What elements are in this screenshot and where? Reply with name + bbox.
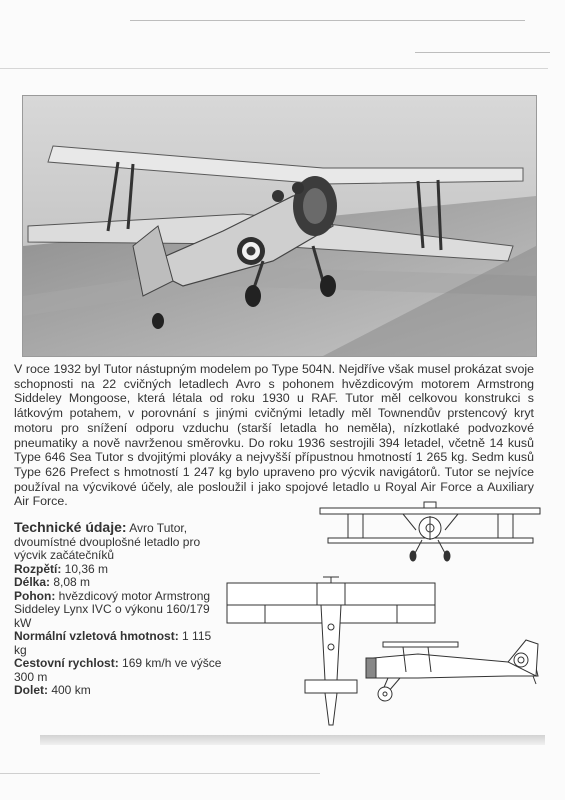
specs-heading: Technické údaje: — [14, 519, 127, 535]
spec-range-value: 400 km — [48, 683, 91, 697]
scan-line-top — [130, 20, 525, 21]
biplane-photo — [22, 95, 537, 357]
spec-weight — [14, 630, 224, 657]
spec-cruise-value: 169 km/h ve výšce 300 m — [14, 656, 222, 684]
scan-line-upper-2 — [0, 68, 548, 69]
spec-length-value: 8,08 m — [50, 575, 91, 589]
spec-power-label: Pohon: — [14, 588, 56, 603]
side-view-drawing — [358, 636, 543, 706]
spec-weight-value: 1 115 kg — [14, 629, 212, 657]
spec-cruise — [14, 657, 224, 684]
scan-line-upper — [415, 52, 550, 53]
spec-length — [14, 576, 224, 590]
spec-power — [14, 590, 224, 631]
technical-specs — [14, 521, 224, 698]
spec-weight-label: Normální vzletová hmotnost: — [14, 629, 179, 643]
spec-range-label: Dolet: — [14, 683, 48, 697]
article-paragraph: V roce 1932 byl Tutor nástupným modelem po Type 504N. Nejdříve však musel prokázat svoje schopnosti na 22 cvičných letadlech Avro s pohonem hvězdicovým motorem Armstrong Siddeley Mongoose, která létala od roku 1930 u RAF. Tutor měl celkovou konstrukci s látkovým potahem, v porovnání s jinými cvičnými letadly měl Townendův prstencový kryt motoru pro snížení odporu vzduchu (starší letadla ho neměla), nízkotlaké podvozkové pneumatiky a nově navrženou směrovku. Do roku 1936 sestrojili 394 letadel, včetně 14 kusů Type 646 Sea Tutor s dvojitými plováky a nejvyšší přípustnou hmotností 1 265 kg. Sedm kusů Type 626 Prefect s hmotností 1 247 kg bylo upraveno pro výcvik navigátorů. Tutor se nejvíce používal na výcvikové účely, ale posloužil i jako spojové letadlo u Royal Air Force a Auxiliary Air Force. — [14, 362, 534, 509]
spec-cruise-label: Cestovní rychlost: — [14, 656, 119, 670]
scan-line-bottom — [0, 773, 320, 774]
spec-range — [14, 684, 224, 698]
specs-heading-line — [14, 521, 224, 563]
scan-shadow — [40, 735, 545, 745]
spec-span-label: Rozpětí: — [14, 561, 62, 576]
spec-span — [14, 563, 224, 577]
biplane-photo-graphic — [23, 96, 536, 356]
roundel-inner — [247, 247, 256, 256]
spec-power-value: hvězdicový motor Armstrong Siddeley Lynx IVC o výkonu 160/179 kW — [14, 588, 211, 630]
specs-heading-rest: Avro Tutor, dvoumístné dvouplošné letadlo pro výcvik začátečníků — [14, 521, 201, 562]
front-view-drawing — [318, 500, 543, 562]
spec-span-value: 10,36 m — [61, 561, 109, 576]
spec-length-label: Délka: — [14, 575, 51, 589]
